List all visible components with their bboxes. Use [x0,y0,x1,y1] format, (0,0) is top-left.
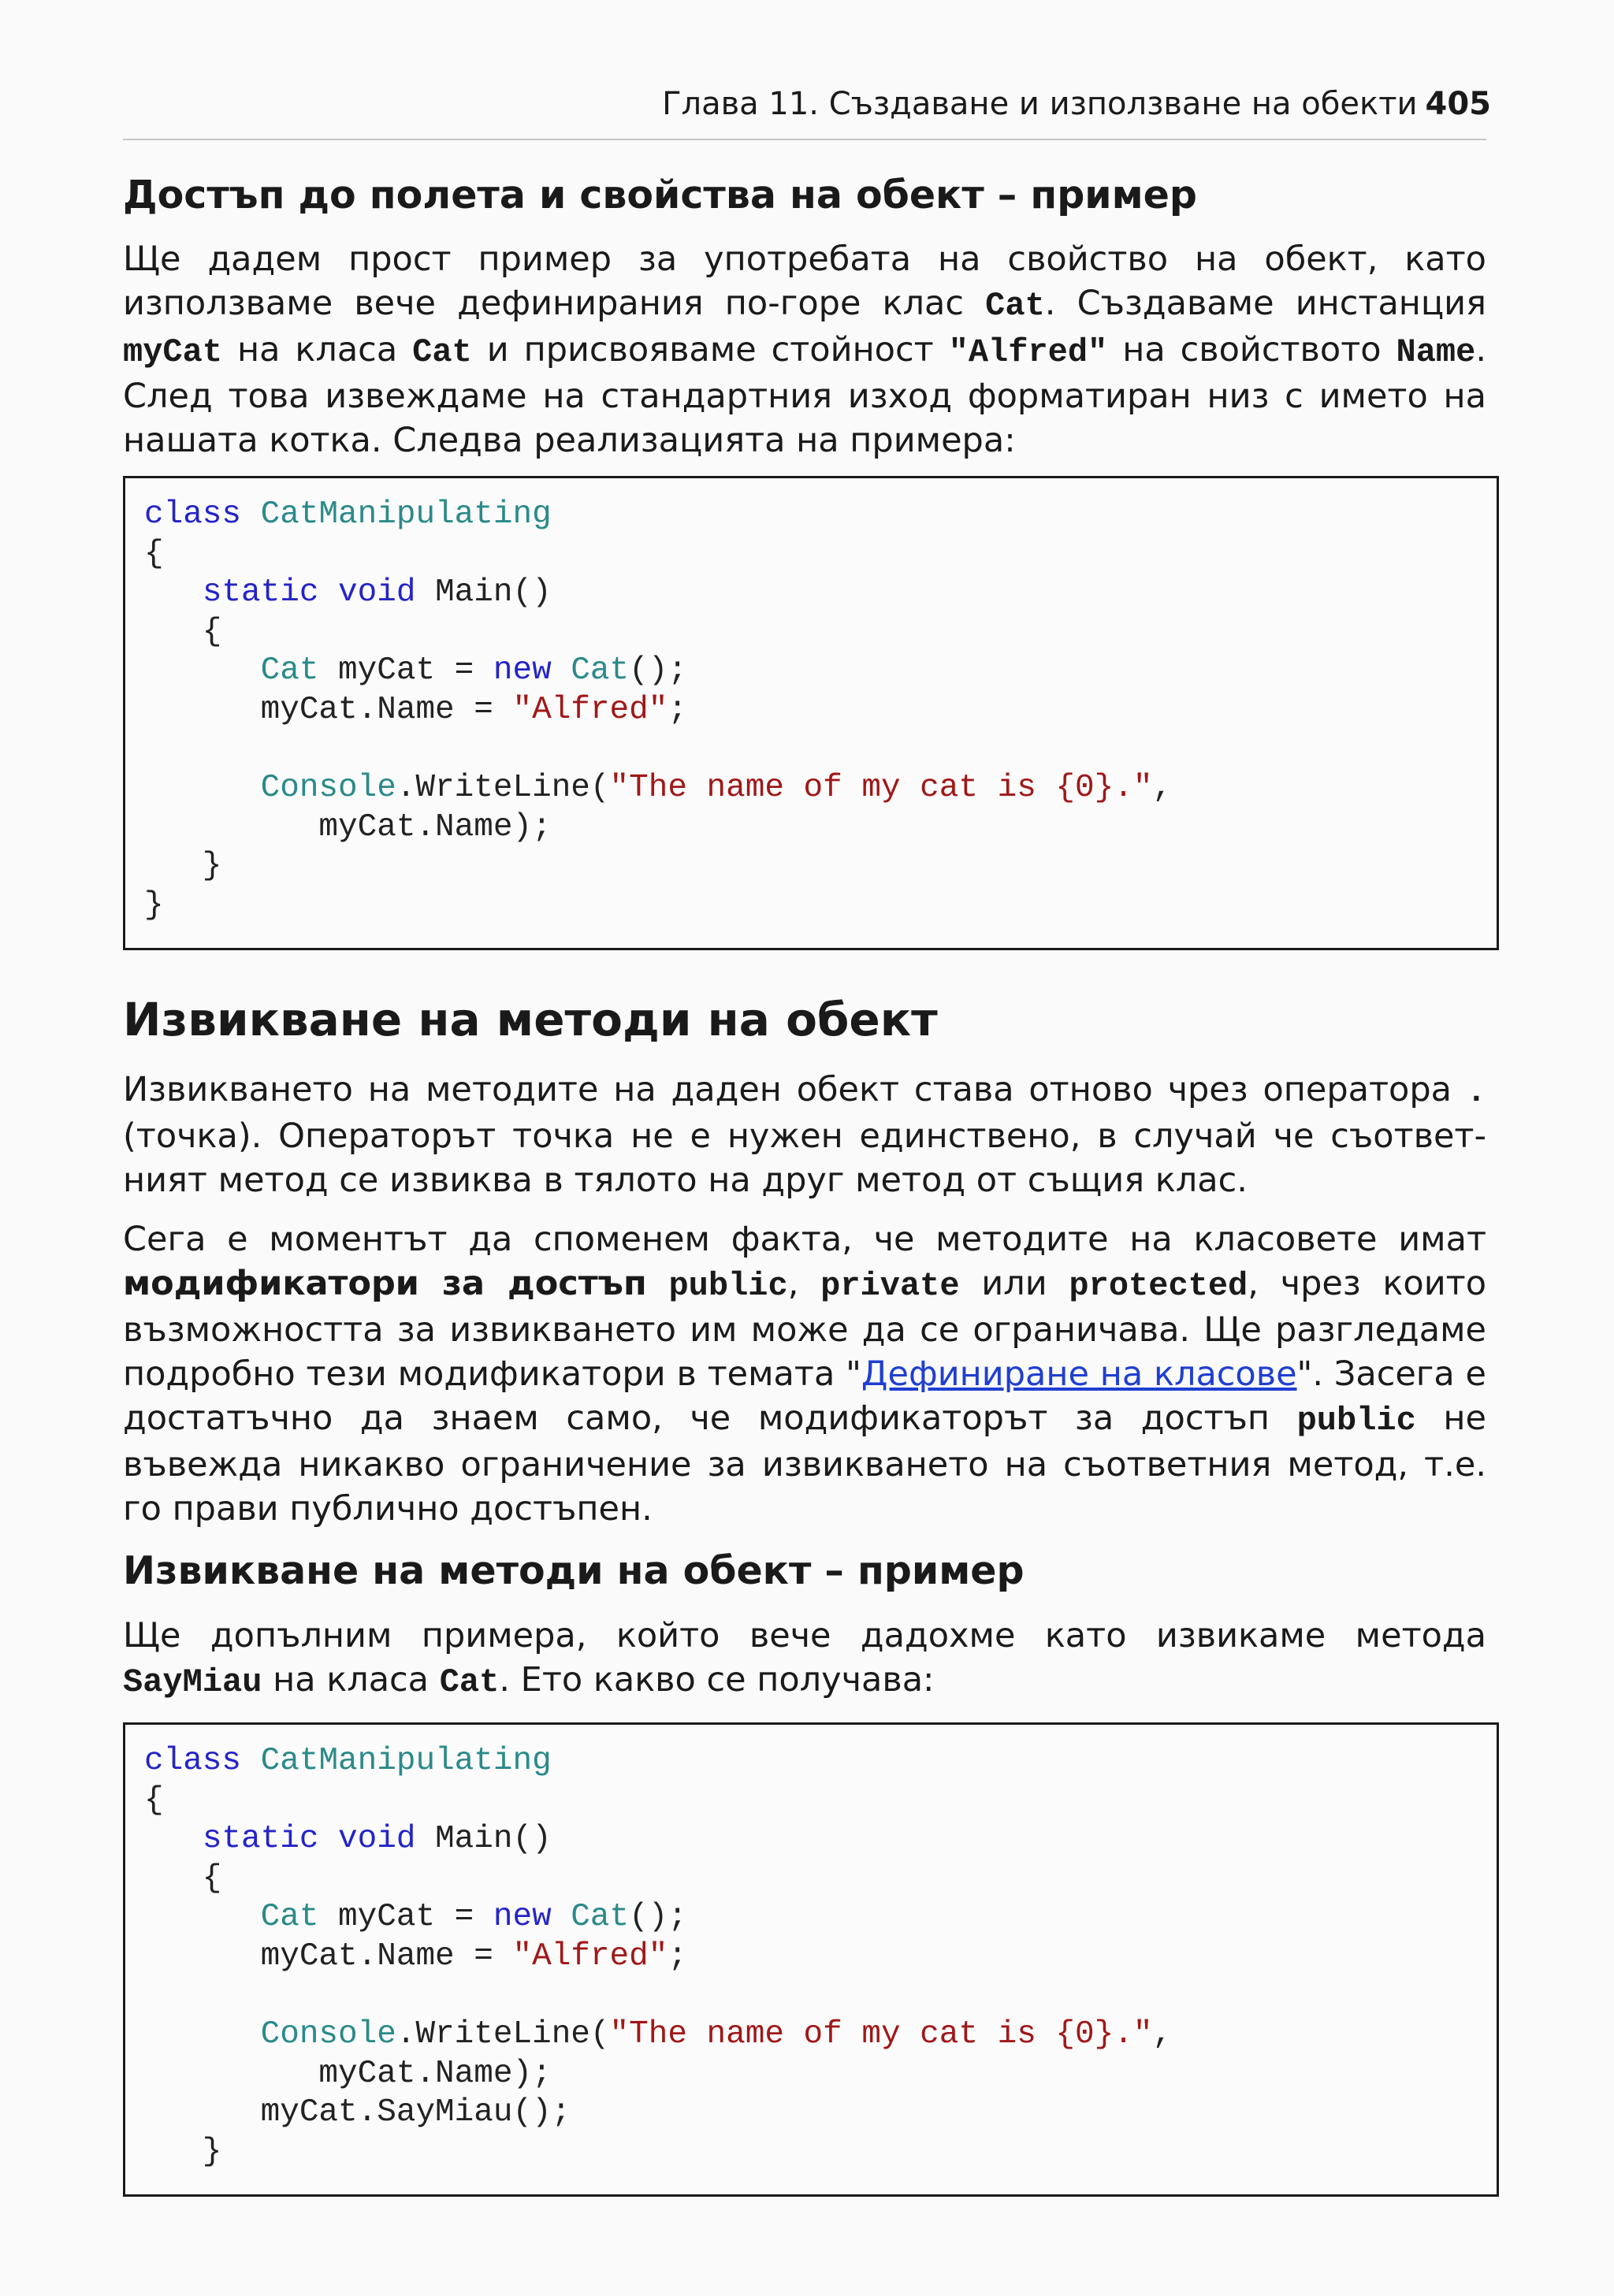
code-text: myCat = [318,1899,493,1936]
code-text: } [144,848,222,885]
section-heading-property-example [123,170,1491,221]
keyword: static [202,1821,319,1858]
text-run: на класа [222,330,413,370]
code-text: , [1152,770,1173,807]
code-text: .WriteLine( [396,2016,610,2053]
header-rule [123,139,1486,140]
code-line [144,1781,1497,1821]
inline-code: private [820,1267,960,1305]
code-listing-2 [123,1722,1499,2197]
code-text [144,1899,261,1935]
section-heading-methods-example [123,1546,1491,1596]
text-run: на класа [262,1660,440,1700]
code-line [144,652,1497,691]
paragraph-property-example [123,237,1491,463]
code-line [144,691,1497,730]
text-run: Ще дадем прост пример за употребата на свойство на обект, като използваме вече дефинирания по-горе клас [123,240,1486,323]
paragraph-calling-methods-1 [123,1068,1491,1202]
code-text: .WriteLine( [396,770,610,807]
paragraph [123,1217,1486,1531]
paragraph [123,1614,1486,1704]
code-text [144,770,261,806]
section-heading-calling-methods [123,990,1491,1050]
code-text: { [144,613,222,650]
chapter-title: Глава 11. Създаване и използване на обекти [662,86,1418,122]
text-run: не въвежда никакво ограничение за извикването на съответния метод, т.е. го прави публично достъпен. [123,1399,1486,1529]
code-text [318,1821,338,1857]
type-name: Cat [571,652,630,689]
type-name: CatManipulating [260,496,552,533]
code-text [241,1743,261,1779]
inline-code: Cat [412,333,472,371]
paragraph-calling-methods-2 [123,1217,1491,1531]
type-name: Cat [571,1899,630,1936]
paragraph [123,1068,1486,1202]
code-line [144,2016,1497,2055]
code-text: { [144,1859,222,1897]
code-text [144,1821,203,1857]
code-text: (); [629,1899,687,1936]
chapter-link[interactable]: Дефиниране на класове [861,1354,1297,1394]
inline-code: public [668,1267,788,1305]
code-line [144,808,1497,848]
code-text: Main() [415,574,552,611]
text-run: . Създаваме инстанция [1044,284,1486,323]
inline-code: myCat [123,333,223,371]
keyword: class [144,496,242,533]
inline-code: . [1466,1073,1486,1111]
text-run: ". Засега е достатъчно да знаем само, че модификаторът за достъп [123,1354,1487,1438]
code-line [144,2133,1497,2172]
code-text: (); [629,652,687,689]
code-line-blank [144,730,1497,770]
code-line [144,535,1497,574]
text-run: или [959,1264,1069,1303]
code-line [144,1820,1497,1859]
code-text [552,652,571,689]
type-name: CatManipulating [260,1743,552,1779]
text-run: Извикването на методите на даден обект става отново чрез оператора [123,1070,1467,1109]
text-run: и присвояваме стойност [471,330,949,370]
keyword: void [338,574,416,611]
inline-code: public [1296,1402,1416,1440]
code-text: { [144,1781,164,1819]
keyword: static [202,574,319,611]
running-header [662,82,1491,126]
paragraph [123,237,1486,463]
type-name: Cat [260,1899,319,1936]
code-text [552,1899,571,1935]
string-literal: "Alfred" [512,691,668,728]
code-line [144,613,1497,652]
text-run: Сега е моментът да споменем факта, че методите на класовете имат [123,1220,1486,1259]
code-line-blank [144,1977,1497,2016]
bold-term: модификатори за достъп [123,1264,647,1303]
type-name: Console [260,2016,396,2053]
keyword: void [338,1821,416,1858]
text-run: (точка). Операторът точка не е нужен единствено, в случай че съответ-ният метод се извиква в тялото на друг метод от същия клас. [123,1116,1486,1200]
keyword: new [493,1899,552,1936]
text-run: на свойството [1107,330,1396,370]
type-name: Cat [260,652,319,689]
subsection-heading: Извикване на методи на обект – пример [123,1548,1025,1593]
code-text: } [144,2133,222,2170]
code-text: , [1152,2016,1173,2053]
paragraph-methods-example [123,1614,1491,1704]
code-text [144,652,261,689]
text-run: , [787,1264,821,1303]
code-text: { [144,535,164,572]
code-line [144,1742,1497,1781]
text-run [647,1264,669,1303]
code-line [144,574,1497,613]
code-line [144,496,1497,535]
code-listing-1 [123,476,1499,950]
page-number: 405 [1425,86,1491,122]
code-line [144,2055,1497,2094]
code-line [144,1859,1497,1899]
code-text [144,574,203,611]
code-line [144,2094,1497,2133]
code-line [144,847,1497,886]
code-text: myCat.Name = [144,1937,513,1975]
code-text: myCat.Name = [144,691,513,728]
inline-code: Cat [985,287,1045,325]
section-heading: Извикване на методи на обект [123,993,938,1046]
code-line [144,769,1497,808]
type-name: Console [260,770,396,807]
code-text [241,496,261,533]
code-line [144,1937,1497,1977]
inline-code: Cat [439,1663,500,1701]
text-run: Ще допълним примера, който вече дадохме като извикаме метода [123,1616,1486,1655]
code-text: ; [668,1937,687,1975]
code-line [144,886,1497,926]
keyword: new [493,652,552,689]
code-text: myCat.SayMiau(); [144,2094,571,2131]
inline-code: SayMiau [123,1663,262,1701]
inline-code: Name [1396,333,1476,371]
inline-code: "Alfred" [948,333,1108,371]
inline-code: protected [1069,1267,1248,1305]
text-run: , чрез които възможността за извикването им може да се ограничава. Ще разгледаме подробно тези модификатори в темата " [123,1264,1487,1394]
text-run: . Ето какво се получава: [499,1660,935,1700]
text-run: . След това извеждаме на стандартния изход форматиран низ с името на нашата котка. Следва реализацията на примера: [123,330,1486,460]
code-text: Main() [415,1821,552,1858]
code-text [318,574,338,611]
code-text: myCat = [318,652,493,689]
code-text: } [144,886,164,923]
code-text [144,2016,261,2053]
subsection-heading: Достъп до полета и свойства на обект – пример [123,173,1197,217]
string-literal: "The name of my cat is {0}." [609,770,1153,807]
string-literal: "Alfred" [512,1937,668,1975]
code-text: ; [668,691,687,728]
code-text: myCat.Name); [144,808,552,845]
keyword: class [144,1743,242,1779]
code-text: myCat.Name); [144,2055,552,2092]
code-line [144,1898,1497,1937]
string-literal: "The name of my cat is {0}." [609,2016,1153,2053]
